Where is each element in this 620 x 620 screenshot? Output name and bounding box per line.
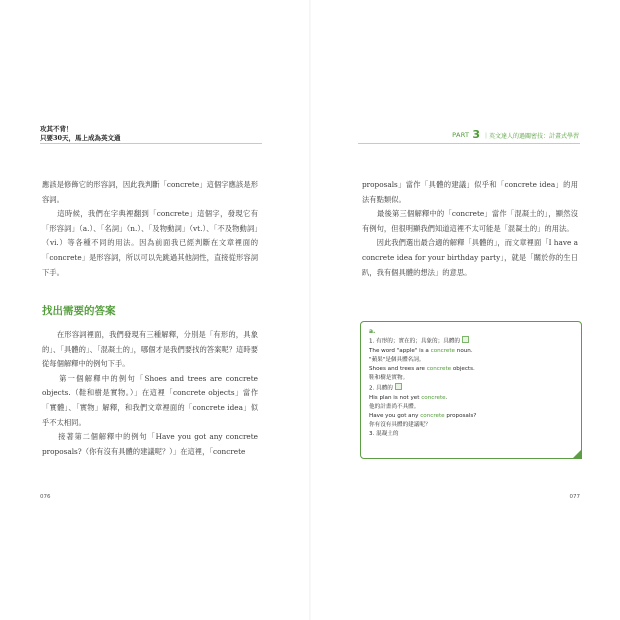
- paragraph: 第一個解釋中的例句「Shoes and trees are concrete objects.（鞋和樹是實物。）」在這裡「concrete objects」當作「實體」、「實物」解釋，和我們文章裡面的「concrete idea」似乎不太相同。: [42, 373, 258, 427]
- right-page-body: [362, 178, 578, 280]
- paragraph: 因此我們選出最合適的解釋「具體的」，而文章裡面「I have a concrete idea for your birthday party」，就是「關於你的生日趴，我有個具體的想法」的意思。: [362, 238, 578, 277]
- left-page-body-bottom: [42, 328, 258, 459]
- book-title-line2: 只要30天，馬上成為英文通: [40, 134, 121, 142]
- example-line: [369, 365, 573, 374]
- part-title: ｜英文達人的過關密技：計畫式學習: [482, 132, 579, 140]
- paragraph: 接著第二個解釋中的例句「Have you got any concrete proposals?（你有沒有具體的建議呢？）」在這裡，「concrete: [42, 432, 258, 456]
- sense-2: 2. 具體的: [369, 385, 393, 392]
- page-number-right: 077: [569, 494, 580, 500]
- example-translation: 鞋和樹是實物。: [369, 374, 409, 381]
- example-text: Have you got any: [369, 412, 421, 419]
- paragraph: 這時候，我們在字典裡翻到「concrete」這個字，發現它有「形容詞」（a.）、「名詞」（n.）、「及物動詞」（vt.）、「不及物動詞」（vi.）等各種不同的用法。因為前面我已經判斷在文章裡面的「concrete」是形容詞，所以可以先跳過其他詞性，直接從形容詞下手。: [42, 209, 258, 277]
- highlighted-word: concrete: [426, 365, 452, 372]
- part-of-speech-tag: a.: [369, 328, 376, 335]
- page-gutter: [309, 0, 311, 620]
- example-text: noun.: [455, 347, 473, 354]
- dictionary-entry-box: [360, 321, 582, 459]
- highlighted-word: concrete: [421, 394, 446, 401]
- part-label: PART: [452, 131, 470, 139]
- paragraph: 最後第三個解釋中的「concrete」當作「混凝土的」，顯然沒有例句，但很明顯我們知道這裡不太可能是「混凝土的」的用法。: [362, 209, 578, 233]
- checkbox-icon: [395, 383, 402, 390]
- example-translation: "蘋果"是個具體名詞。: [369, 356, 425, 363]
- running-header-right: [452, 130, 579, 140]
- example-line: [369, 412, 573, 421]
- example-text: The word "apple" is a: [369, 347, 431, 354]
- paragraph: 在形容詞裡面，我們發現有三種解釋，分別是「有形的，具象的」、「具體的」、「混凝土的」，哪個才是我們要找的答案呢？這時要從每個解釋中的例句下手。: [42, 330, 258, 369]
- highlighted-word: concrete: [430, 347, 455, 354]
- header-rule-left: [40, 143, 262, 144]
- example-line: [369, 347, 573, 356]
- sense-1: 1. 有形的；實在的；具象的；具體的: [369, 338, 461, 345]
- corner-triangle-icon: [572, 449, 582, 459]
- sense-line: [369, 336, 573, 347]
- left-page-body-top: [42, 178, 258, 280]
- example-text: His plan is not yet: [369, 394, 422, 401]
- running-header-left: [40, 125, 121, 143]
- paragraph: 應該是修飾它的形容詞，因此我判斷「concrete」這個字應該是形容詞。: [42, 180, 258, 204]
- book-title-line1: 攻其不背！: [40, 125, 73, 133]
- part-number: 3: [472, 128, 480, 141]
- example-text: Shoes and trees are: [369, 365, 427, 372]
- page-number-left: 076: [40, 494, 51, 500]
- example-text: objects.: [451, 365, 475, 372]
- example-line: [369, 394, 573, 403]
- sense-line: [369, 383, 573, 394]
- checkbox-icon: [462, 336, 469, 343]
- example-translation: 他的計畫尚不具體。: [369, 403, 420, 410]
- example-text: .: [445, 394, 448, 401]
- example-text: proposals?: [444, 412, 477, 419]
- example-translation: 你有沒有具體的建議呢？: [369, 421, 431, 428]
- header-rule-right: [358, 143, 580, 144]
- section-heading: 找出需要的答案: [42, 305, 116, 317]
- paragraph: proposals」當作「具體的建議」似乎和「concrete idea」的用法有點類似。: [362, 180, 578, 204]
- sense-3: 3. 混凝土的: [369, 431, 399, 438]
- highlighted-word: concrete: [420, 412, 445, 419]
